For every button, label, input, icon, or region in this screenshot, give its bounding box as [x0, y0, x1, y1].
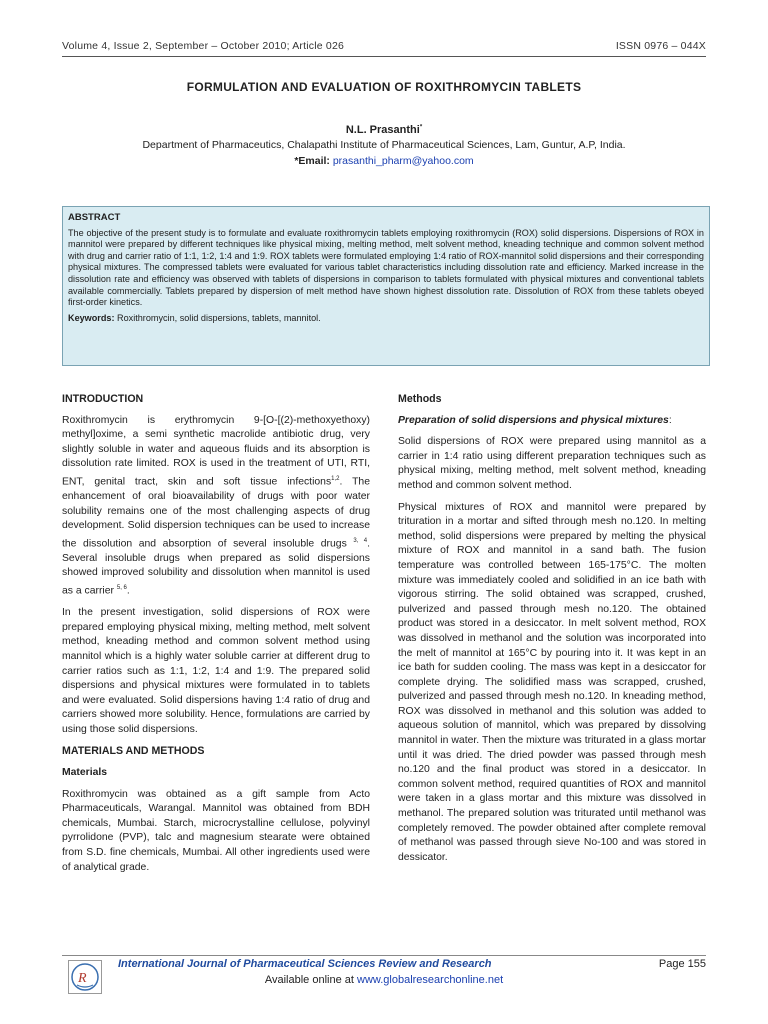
- materials-heading: Materials: [62, 767, 108, 779]
- intro-paragraph-2: In the present investigation, solid dispersions of ROX were prepared employing physical mixing, melting method, melt solvent method, kneading method and common solvent method using mannitol which is a highly water soluble carrier at different drug to carrier ratios such as 1:1, 1:2, 1:4 and 1:9. The prepared solid dispersions and physical mixtures were formulated in to tablets and were evaluated. Solid dispersions having 1:4 ratio of drug and carriers showed more solubility. Hence, formulations are carried by using those solid dispersions.: [62, 607, 370, 735]
- header-rule: [62, 56, 706, 57]
- author: [0, 124, 768, 136]
- available-online: [0, 974, 768, 986]
- introduction-heading: INTRODUCTION: [62, 393, 144, 405]
- email-label: *Email:: [294, 155, 330, 167]
- svg-text:R: R: [78, 971, 87, 986]
- running-header: [62, 40, 706, 52]
- intro-text-a: Roxithromycin is erythromycin 9-[O-[(2)-methoxyethoxy) methyl]oxime, a semi synthetic macrolide antibiotic drug, very slightly soluble in water and aqueous fluids and its absorption is dissolution rate limited. ROX is used in the treatment of UTI, RTI, ENT, genital tract, skin and soft tissue infections: [62, 414, 370, 488]
- intro-paragraph-1: [62, 414, 370, 600]
- email-link[interactable]: prasanthi_pharm@yahoo.com: [332, 155, 474, 167]
- author-name: N.L. Prasanthi: [345, 124, 420, 136]
- email-line: [0, 155, 768, 167]
- methods-heading: Methods: [398, 393, 442, 405]
- materials-methods-heading: MATERIALS AND METHODS: [62, 745, 205, 758]
- preparation-heading-colon: :: [668, 414, 672, 426]
- issn: ISSN 0976 – 044X: [615, 40, 706, 52]
- available-text: Available online at: [264, 974, 357, 986]
- affiliation: Department of Pharmaceutics, Chalapathi Institute of Pharmaceutical Sciences, Lam, Guntur, A.P, India.: [142, 139, 626, 151]
- methods-paragraph-1: Solid dispersions of ROX were prepared using mannitol as a carrier in 1:4 ratio using different preparation techniques such as physical mixing, melting method, melt solvent method, kneading method and common solvent method.: [398, 436, 706, 491]
- volume-info: Volume 4, Issue 2, September – October 2010; Article 026: [62, 40, 345, 52]
- citation-5-6: 5, 6: [116, 585, 127, 592]
- footer-rule: [62, 955, 706, 956]
- paper-title: FORMULATION AND EVALUATION OF ROXITHROMYCIN TABLETS: [186, 80, 582, 94]
- intro-text-b: . The enhancement of oral bioavailability of drugs with poor water solubility remains one of the most challenging aspects of drug development. Solid dispersion techniques can be used to increase the dissolution and absorption of several insoluble drugs: [62, 476, 370, 550]
- journal-url-link[interactable]: www.globalresearchonline.net: [357, 974, 504, 986]
- right-column: [398, 392, 706, 872]
- journal-name: International Journal of Pharmaceutical Sciences Review and Research: [118, 958, 492, 970]
- abstract-text: The objective of the present study is to formulate and evaluate roxithromycin tablets employing roxithromycin (ROX) solid dispersions. Dispersions of ROX in mannitol were prepared by different techniques like physical mixing, melting method, melt solvent method, kneading technique and common solvent method with drug and carrier ratio of 1:1, 1:2, 1:4 and 1:9. ROX tablets were formulated employing 1:4 ratio of ROX-mannitol solid dispersions and their corresponding physical mixtures. The compressed tablets were evaluated for various tablet characteristics including dissolution rate and efficiency. Marked increase in the dissolution rate and efficiency was observed with tablets of dispersions in comparison to tablets formulated with physical mixtures and conventional tablets available commercially. Tablets prepared by dispersion of melt method have shown highest dissolution rate. Dissolution of ROX from these tablets obeyed first-order kinetics.: [68, 227, 704, 308]
- citation-3-4: 3, 4: [353, 537, 368, 544]
- keywords-label: Keywords:: [68, 312, 115, 323]
- keywords: [68, 313, 704, 325]
- methods-paragraph-2: Physical mixtures of ROX and mannitol were prepared by trituration in a mortar and sifted through mesh no.120. In melting method, solid dispersions were prepared by melting the physical mixture of ROX and mannitol in a sand bath. The fusion temperature was controlled between 165-175°C. The molten mixture was immediately cooled and solidified in an ice bath with vigorous stirring. The solid obtained was scrapped, crushed, pulverized and passed through mesh no.120. The obtained product was stored in a desiccator. In melt solvent method, ROX was dissolved in methanol and the solution was incorporated into the melt of mannitol at 165°C by pouring into it. It was kept in an ice bath for sudden cooling. The mass was kept in a desiccator for complete drying. The solidified mass was scrapped, crushed, pulverized and passed through mesh no.120. In kneading method, ROX was dissolved in methanol and this solution was added to aqueous solution of mannitol, which was prepared by dissolving mannitol in water. Then the mixture was triturated in a glass mortar until it was dried. The dried powder was passed through mesh no.120 and the final product was stored in a desiccator. In common solvent method, required quantities of ROX and mannitol were taken in a glass mortar and this mixture was dissolved in methanol. The prepared solution was triturated until methanol was completely removed. The powder obtained after complete removal of methanol was passed through sieve No-100 and was stored in dessicator.: [398, 501, 706, 863]
- intro-text-c: . Several insoluble drugs when prepared as solid dispersions showed improved solubility and dissolution when mannitol is used as a carrier: [62, 538, 370, 597]
- citation-1-2: 1,2: [331, 475, 340, 482]
- author-mark: *: [419, 124, 423, 131]
- left-column: [62, 392, 370, 882]
- abstract-box: [62, 206, 710, 366]
- intro-text-d: .: [126, 585, 130, 597]
- page-number: Page 155: [658, 958, 706, 970]
- materials-paragraph: Roxithromycin was obtained as a gift sample from Acto Pharmaceuticals, Warangal. Mannitol was obtained from BDH chemicals, Mumbai. Starch, microcrystalline cellulose, polyvinyl pyrrolidone (PVP), talc and magnesium stearate were obtained from S.D. fine chemicals, Mumbai. All other ingredients used were of analytical grade.: [62, 788, 370, 873]
- abstract-heading: ABSTRACT: [68, 212, 121, 223]
- preparation-heading-text: Preparation of solid dispersions and physical mixtures: [398, 414, 669, 426]
- preparation-heading: [398, 414, 706, 429]
- keywords-text: Roxithromycin, solid dispersions, tablets, mannitol.: [114, 312, 321, 323]
